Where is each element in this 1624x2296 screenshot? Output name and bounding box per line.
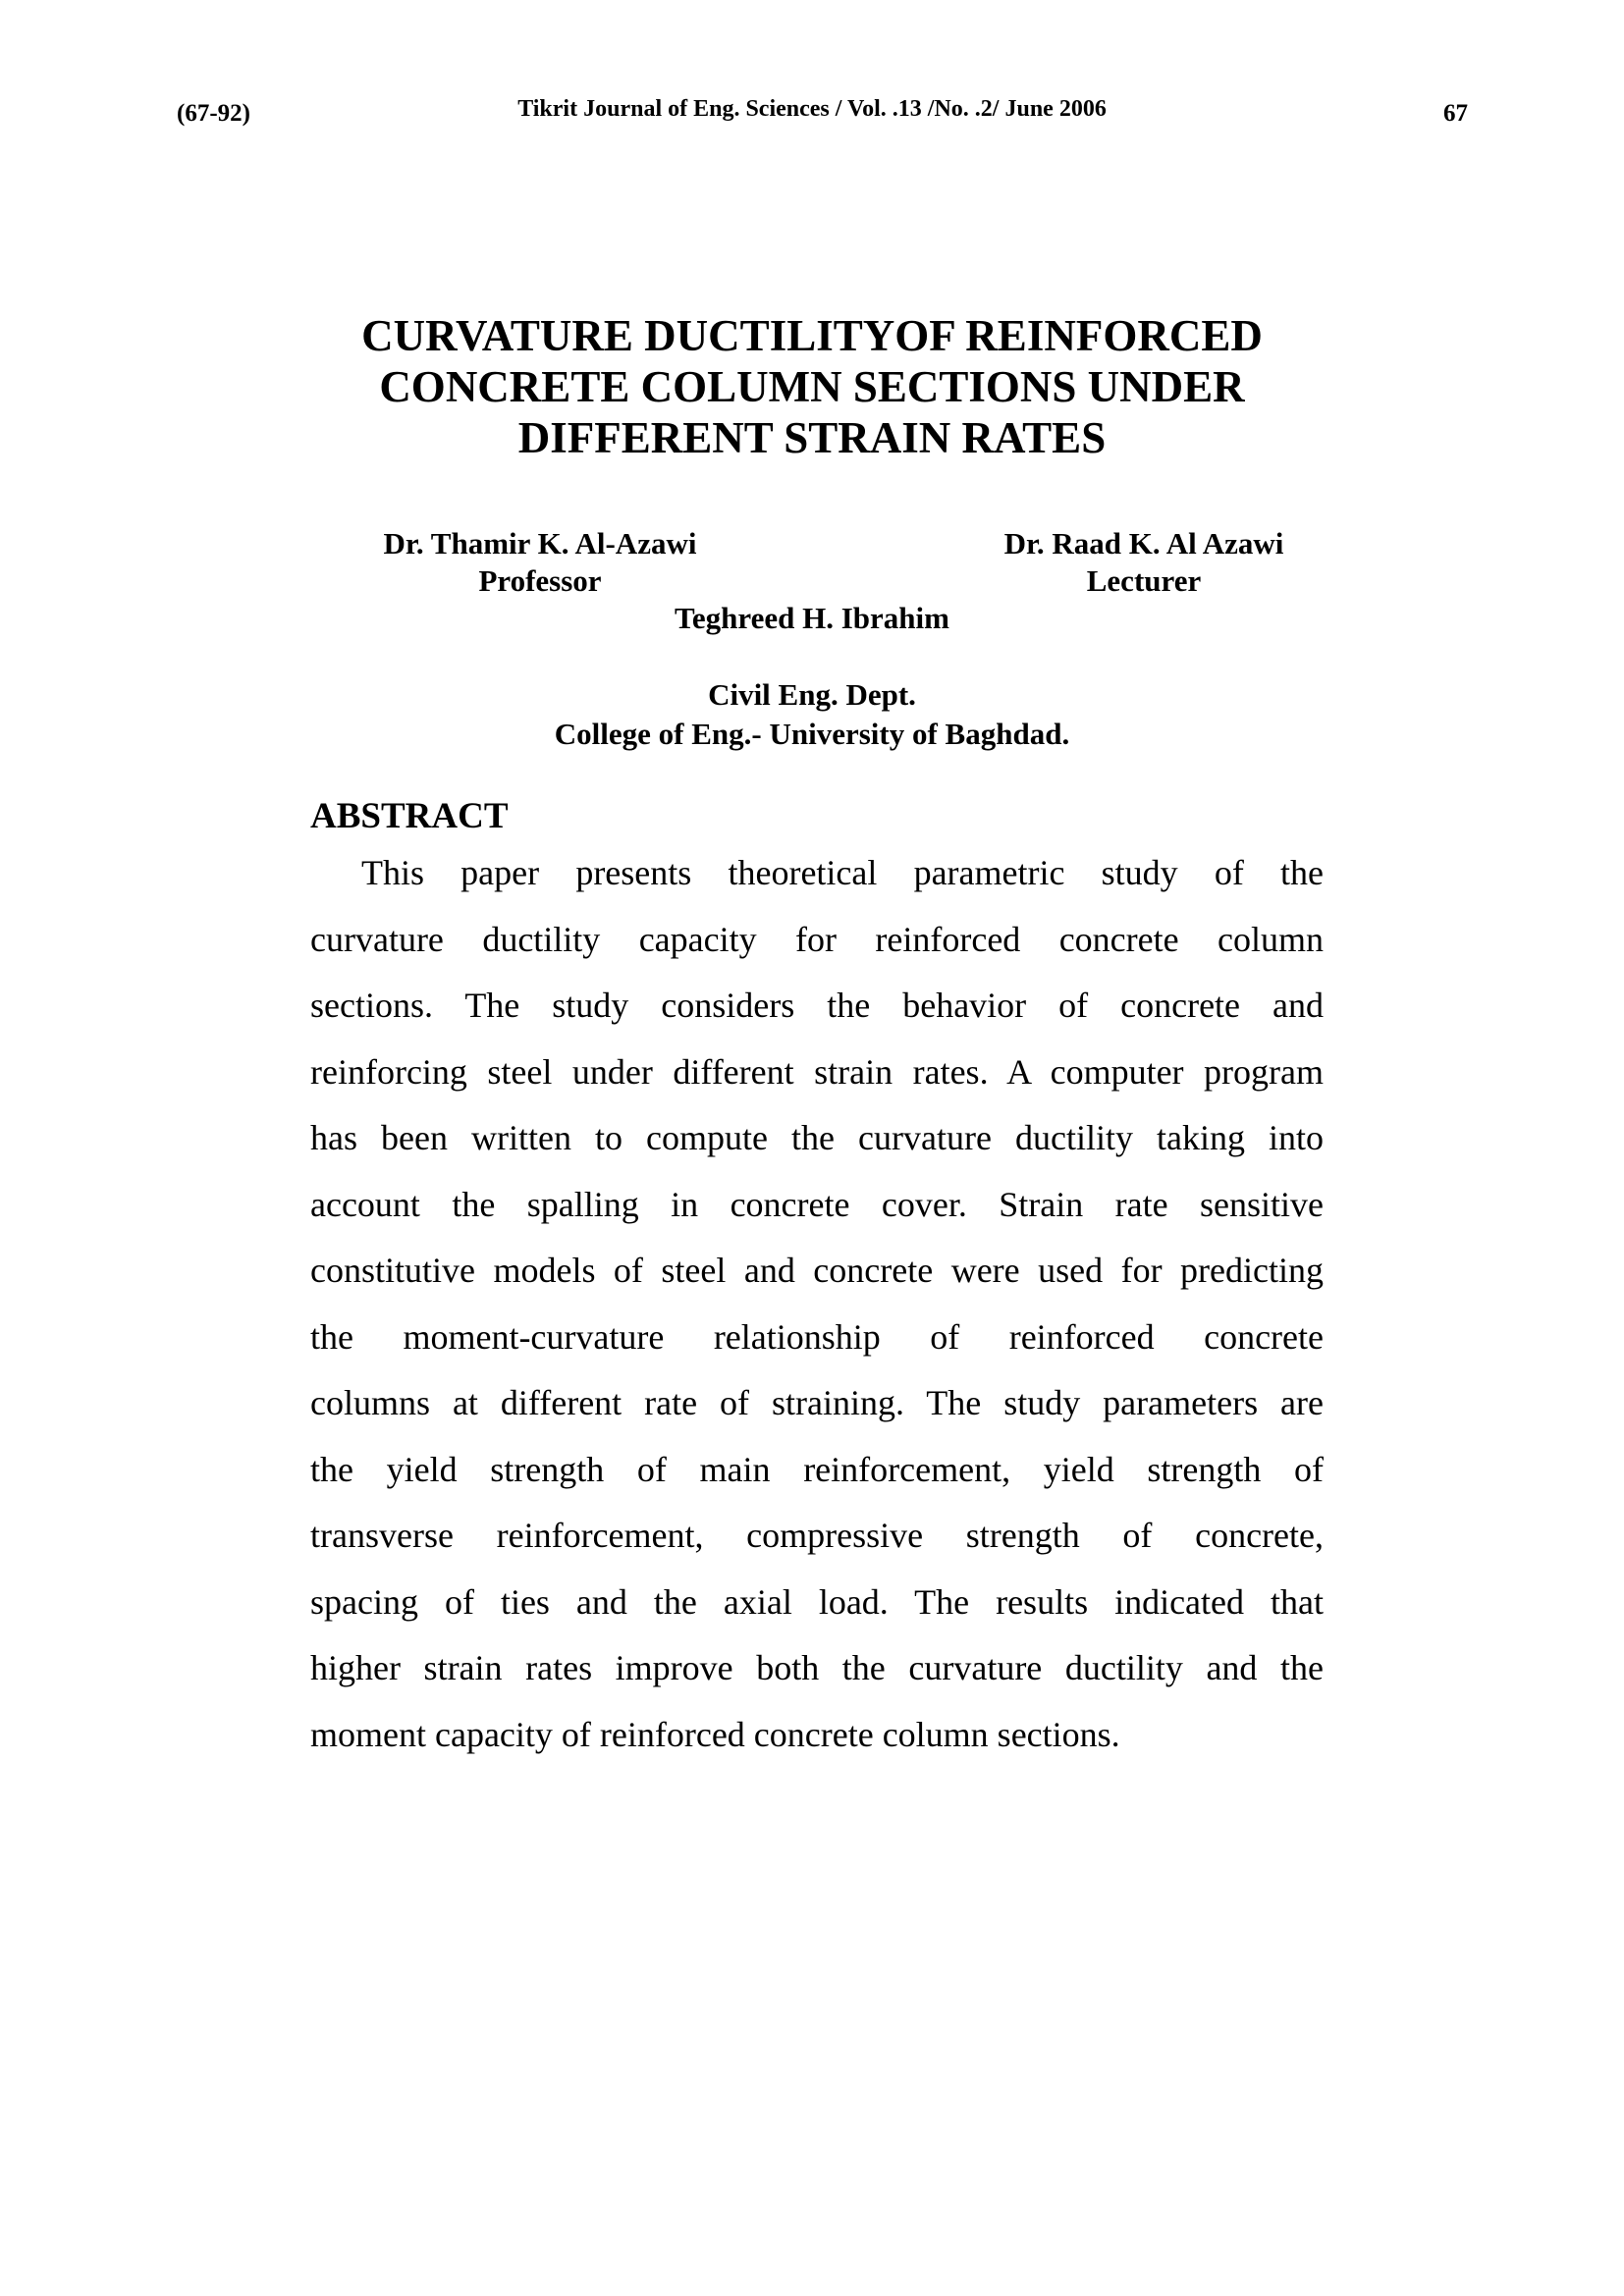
author-1 — [334, 526, 746, 601]
abstract-line: curvature ductility capacity for reinforced concrete column — [310, 919, 1324, 959]
title-line: CONCRETE COLUMN SECTIONS UNDER — [379, 362, 1245, 411]
paper-title — [0, 310, 1624, 463]
abstract-line: moment capacity of reinforced concrete column sections. — [310, 1714, 1120, 1754]
abstract-line: spacing of ties and the axial load. The results indicated that — [310, 1581, 1324, 1622]
abstract-line: sections. The study considers the behavior of concrete and — [310, 986, 1324, 1025]
journal-citation: Tikrit Journal of Eng. Sciences / Vol. .13 /No. .2/ June 2006 — [517, 96, 1107, 122]
author-role: Professor — [478, 563, 602, 598]
title-line: DIFFERENT STRAIN RATES — [517, 413, 1107, 462]
author-2 — [982, 526, 1306, 601]
running-header — [0, 96, 1624, 135]
abstract-line: higher strain rates improve both the curvature ductility and the — [310, 1648, 1324, 1687]
title-line: CURVATURE DUCTILITYOF REINFORCED — [361, 311, 1263, 360]
author-3 — [0, 601, 1624, 636]
abstract-line: transverse reinforcement, compressive strength of concrete, — [310, 1516, 1324, 1555]
abstract-line: the yield strength of main reinforcement, yield strength of — [310, 1449, 1324, 1489]
abstract-body — [310, 840, 1324, 1768]
institution: College of Eng.- University of Baghdad. — [554, 717, 1070, 751]
page-range: (67-92) — [177, 100, 250, 127]
abstract-heading: ABSTRACT — [310, 796, 509, 836]
abstract-line: constitutive models of steel and concrete were used for predicting — [310, 1251, 1324, 1290]
department: Civil Eng. Dept. — [708, 677, 916, 712]
abstract-line: account the spalling in concrete cover. Strain rate sensitive — [310, 1184, 1324, 1224]
author-name: Teghreed H. Ibrahim — [675, 601, 949, 635]
author-role: Lecturer — [1086, 563, 1202, 598]
author-name: Dr. Thamir K. Al-Azawi — [383, 526, 697, 561]
abstract-line: reinforcing steel under different strain rates. A computer program — [310, 1051, 1324, 1092]
abstract-line: has been written to compute the curvature ductility taking into — [310, 1118, 1324, 1157]
page-number: 67 — [1443, 100, 1468, 127]
author-name: Dr. Raad K. Al Azawi — [1003, 526, 1284, 561]
abstract-line: This paper presents theoretical parametric study of the — [361, 853, 1324, 892]
abstract-line: the moment-curvature relationship of reinforced concrete — [310, 1316, 1324, 1357]
abstract-line: columns at different rate of straining. The study parameters are — [310, 1383, 1324, 1422]
affiliation — [0, 675, 1624, 754]
